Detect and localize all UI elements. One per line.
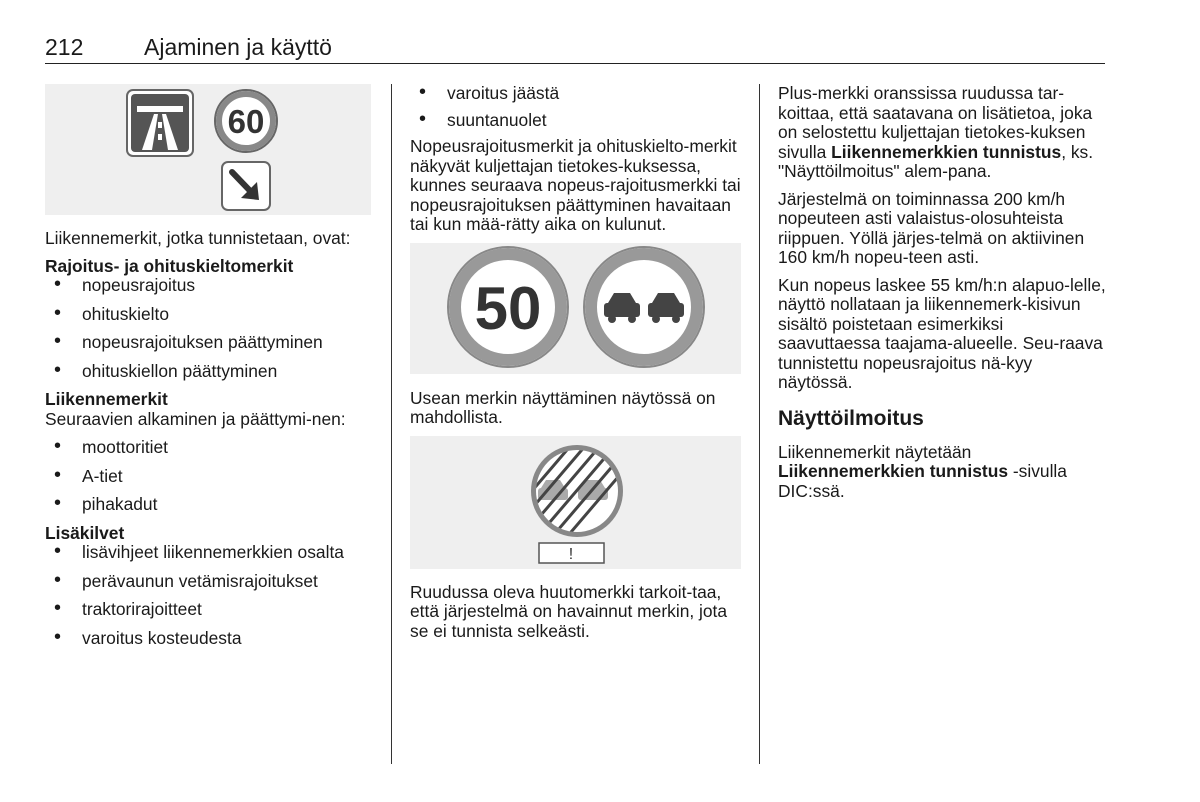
column-1	[45, 84, 375, 657]
reference-text: Liikennemerkkien tunnistus	[831, 141, 1062, 162]
list-item: • nopeusrajoituksen päättyminen	[45, 333, 375, 353]
paragraph: Järjestelmä on toiminnassa 200 km/h nopeuteen asti valaistus-olosuhteista riippuen. Yöllä järjes-telmä on aktiivinen 160 km/h nopeu-teen asti.	[778, 188, 1085, 267]
speed-limit-60-text: 60	[227, 103, 265, 140]
figure-multiple-signs	[410, 243, 741, 374]
list-item: • varoitus jäästä	[410, 84, 742, 104]
exclamation-box-icon	[539, 543, 604, 563]
direction-arrow-sign-icon	[222, 162, 270, 210]
list-item: • pihakadut	[45, 495, 375, 515]
list-item: • ohituskielto	[45, 305, 375, 325]
list-item: • lisävihjeet liikennemerkkien osalta	[45, 543, 375, 563]
chapter-title: Ajaminen ja käyttö	[144, 34, 332, 60]
intro-text: Liikennemerkit, jotka tunnistetaan, ovat:	[45, 228, 351, 248]
column-2	[410, 84, 742, 649]
page-header	[45, 34, 1105, 64]
speed-limit-60-sign-icon	[215, 90, 277, 152]
no-overtaking-sign-icon	[584, 247, 704, 367]
text-span: -sivulla DIC:ssä.	[778, 461, 1067, 501]
figure-traffic-signs	[45, 84, 371, 215]
paragraph: Ruudussa oleva huutomerkki tarkoit-taa, että järjestelmä on havainnut merkin, jota se ei tunnista selkeästi.	[410, 581, 728, 641]
page-number: 212	[45, 34, 84, 60]
reference-text: Liikennemerkkien tunnistus	[778, 461, 1009, 481]
continued-list	[410, 84, 742, 130]
column-divider	[759, 84, 760, 764]
traffic-signs-illustration	[45, 84, 371, 215]
paragraph-display	[778, 443, 1108, 502]
road-type-list	[45, 438, 375, 515]
text-span: Plus-merkki oranssissa ruudussa tar-koittaa, että saatavana on lisätietoa, joka on selostettu kuljettajan tietokes-kuksen sivulla	[778, 83, 1093, 162]
multiple-signs-illustration	[410, 243, 741, 374]
paragraph: Kun nopeus laskee 55 km/h:n alapuo-lelle, näyttö nollataan ja liikennemerk-kisivun sisältö poistetaan esimerkiksi saavuttaessa taajama-alueelle. Seu-raava tunnistettu nopeusrajoitus nä-kyy näytössä.	[778, 274, 1106, 392]
motorway-sign-icon	[127, 90, 193, 156]
restriction-list	[45, 276, 375, 381]
column-3	[778, 84, 1108, 509]
list-item: • traktorirajoitteet	[45, 600, 375, 620]
paragraph-plus-sign	[778, 84, 1108, 182]
end-of-no-overtaking-sign-icon	[514, 436, 624, 552]
section-title-additional-plates: Lisäkilvet	[45, 522, 125, 543]
text-span: Liikennemerkit näytetään	[778, 441, 972, 462]
list-item: • perävaunun vetämisrajoitukset	[45, 572, 375, 592]
speed-limit-50-sign-icon	[448, 247, 568, 367]
speed-limit-50-text: 50	[474, 274, 542, 342]
list-item: • ohituskiellon päättyminen	[45, 362, 375, 382]
section-heading: Näyttöilmoitus	[778, 406, 924, 430]
list-item: • A-tiet	[45, 467, 375, 487]
paragraph: Nopeusrajoitusmerkit ja ohituskielto-merkit näkyvät kuljettajan tietokes-kuksessa, kunnes seuraava nopeus-rajoitusmerkki tai nopeusrajoituksen päättyminen havaitaan tai kun mää-rätty aika on kulunut.	[410, 136, 741, 234]
column-divider	[391, 84, 392, 764]
figure-unrecognized-sign	[410, 436, 741, 569]
list-item: • nopeusrajoitus	[45, 276, 375, 296]
section-title-restriction: Rajoitus- ja ohituskieltomerkit	[45, 255, 294, 276]
list-item: • moottoritiet	[45, 438, 375, 458]
paragraph: Usean merkin näyttäminen näytössä on mahdollista.	[410, 387, 716, 427]
section-text: Seuraavien alkaminen ja päättymi-nen:	[45, 408, 346, 429]
list-item: • varoitus kosteudesta	[45, 629, 375, 649]
exclamation-text: !	[568, 545, 574, 563]
list-item: • suuntanuolet	[410, 111, 742, 131]
section-title-traffic-signs: Liikennemerkit	[45, 389, 168, 409]
text-span: , ks. "Näyttöilmoitus" alem-pana.	[778, 141, 1094, 181]
additional-plates-list	[45, 543, 375, 648]
unrecognized-sign-illustration	[410, 436, 741, 569]
